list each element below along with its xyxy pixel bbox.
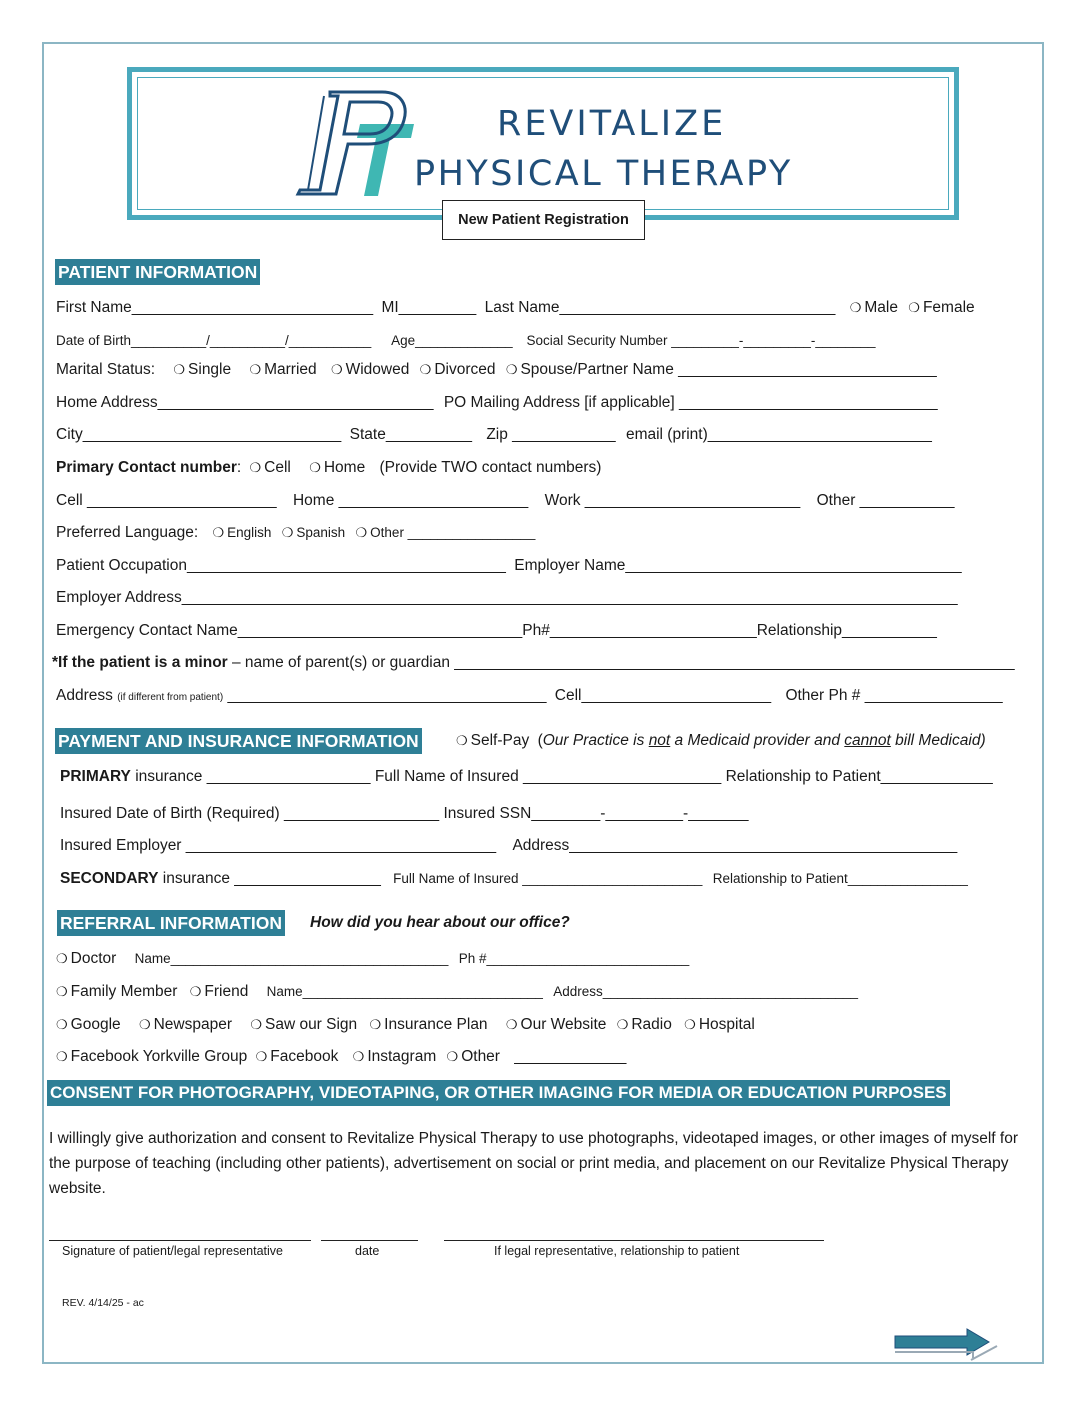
contact-note: (Provide TWO contact numbers)	[379, 459, 602, 476]
home-address-field[interactable]: Home Address________________________________	[56, 394, 434, 411]
section-consent: CONSENT FOR PHOTOGRAPHY, VIDEOTAPING, OR OTHER IMAGING FOR MEDIA OR EDUCATION PURPOSES	[47, 1080, 950, 1106]
marital-label: Marital Status:	[56, 361, 156, 378]
signature-line[interactable]	[49, 1240, 311, 1241]
email-field[interactable]: email (print)__________________________	[625, 426, 932, 443]
primary-insurance-fields[interactable]: insurance ___________________ Full Name of Insured _______________________ Relationship to Patient_____________	[130, 768, 993, 785]
language-row[interactable]	[56, 523, 535, 543]
facebook-group-option[interactable]: ❍ Facebook Yorkville Group	[56, 1048, 248, 1065]
female-option[interactable]: ❍ Female	[908, 299, 975, 316]
primary-contact-row[interactable]: Primary Contact number: ❍ Cell ❍ Home (Provide TWO contact numbers)	[56, 459, 602, 476]
single-option[interactable]: ❍ Single	[173, 361, 232, 378]
signature-label: Signature of patient/legal representative	[62, 1244, 283, 1258]
widowed-option[interactable]: ❍ Widowed	[330, 361, 410, 378]
section-payment-insurance: PAYMENT AND INSURANCE INFORMATION	[55, 728, 422, 754]
radio-button-icon: ❍	[249, 460, 262, 475]
radio-button-icon: ❍	[352, 1049, 365, 1064]
friend-address-field[interactable]: Address__________________________________	[553, 984, 859, 999]
secondary-label: SECONDARY	[60, 870, 159, 887]
radio-button-icon: ❍	[281, 525, 294, 540]
first-name-field[interactable]: First Name____________________________	[56, 299, 374, 316]
date-line[interactable]	[321, 1240, 418, 1241]
radio-button-icon: ❍	[330, 362, 343, 377]
medicaid-note-a: Our Practice is	[542, 732, 649, 749]
radio-button-icon: ❍	[56, 1017, 68, 1032]
self-pay-option[interactable]: ❍ Self-Pay	[456, 732, 530, 749]
zip-field[interactable]: Zip ____________	[486, 426, 616, 443]
insurance-plan-option[interactable]: ❍ Insurance Plan	[369, 1016, 488, 1033]
secondary-relationship-field[interactable]: Relationship to Patient________________	[712, 871, 968, 886]
spouse-option[interactable]: ❍ Spouse/Partner Name ______________________________	[505, 361, 937, 378]
relationship-line[interactable]	[444, 1240, 824, 1241]
work-phone-field[interactable]: Work _________________________	[544, 492, 801, 509]
radio-button-icon: ❍	[255, 1049, 268, 1064]
pt-logo-icon	[290, 86, 420, 201]
guardian-cell-field[interactable]: Cell______________________	[554, 687, 772, 704]
occupation-field[interactable]: Patient Occupation_____________________________________	[56, 557, 506, 574]
other-language-option[interactable]: ❍ Other _________________	[355, 525, 536, 540]
secondary-full-name-field[interactable]: Full Name of Insured ________________________	[393, 871, 703, 886]
hospital-option[interactable]: ❍ Hospital	[684, 1016, 755, 1033]
minor-guardian-row[interactable]	[52, 653, 1015, 673]
referral-sources-row[interactable]	[56, 1015, 755, 1035]
date-label: date	[355, 1244, 380, 1258]
logo-text-revitalize: REVITALIZE	[497, 104, 727, 144]
cell-field[interactable]: Cell ______________________	[56, 492, 277, 509]
radio-button-icon: ❍	[212, 525, 225, 540]
guardian-field[interactable]: – name of parent(s) or guardian _________________________________________________________________	[227, 654, 1015, 671]
section-referral: REFERRAL INFORMATION	[57, 910, 285, 936]
radio-button-icon: ❍	[446, 1049, 459, 1064]
radio-button-icon: ❍	[249, 362, 262, 377]
patient-name-row[interactable]	[56, 298, 975, 318]
mi-field[interactable]: MI_________	[381, 299, 477, 316]
age-field[interactable]: Age_____________	[391, 333, 513, 348]
insured-employer-field[interactable]: Insured Employer ____________________________________	[60, 837, 497, 854]
radio-button-icon: ❍	[355, 525, 368, 540]
next-page-arrow-icon[interactable]	[893, 1326, 1003, 1368]
po-mailing-field[interactable]: PO Mailing Address [if applicable] ______________________________	[443, 394, 938, 411]
if-different-note: (if different from patient)	[117, 692, 224, 703]
family-friend-row[interactable]	[56, 982, 858, 1002]
guardian-address-row[interactable]	[56, 686, 1003, 708]
form-title: New Patient Registration	[442, 200, 645, 240]
medicaid-note-b: a Medicaid provider and	[670, 732, 845, 749]
saw-sign-option[interactable]: ❍ Saw our Sign	[250, 1016, 358, 1033]
guardian-other-phone-field[interactable]: Other Ph # ________________	[785, 687, 1003, 704]
married-option[interactable]: ❍ Married	[249, 361, 317, 378]
radio-button-icon: ❍	[250, 1017, 262, 1032]
city-field[interactable]: City______________________________	[56, 426, 342, 443]
referral-social-row[interactable]	[56, 1047, 626, 1067]
friend-name-field[interactable]: Name________________________________	[266, 984, 543, 999]
facebook-option[interactable]: ❍ Facebook	[255, 1048, 339, 1065]
relationship-label: If legal representative, relationship to patient	[494, 1244, 740, 1258]
address-row[interactable]	[56, 393, 938, 413]
employer-name-field[interactable]: Employer Name_______________________________________	[514, 557, 962, 574]
radio-button-icon: ❍	[505, 362, 518, 377]
medicaid-note-c: bill Medicaid)	[890, 732, 986, 749]
family-member-option[interactable]: ❍ Family Member	[56, 983, 178, 1000]
radio-button-icon: ❍	[173, 362, 186, 377]
radio-button-icon: ❍	[138, 1017, 151, 1032]
primary-insurance-row[interactable]	[60, 767, 993, 787]
other-phone-field[interactable]: Other ___________	[816, 492, 955, 509]
our-website-option[interactable]: ❍ Our Website	[505, 1016, 607, 1033]
radio-button-icon[interactable]: ❍	[908, 300, 920, 315]
spanish-option[interactable]: ❍ Spanish	[281, 525, 346, 540]
radio-option[interactable]: ❍ Radio	[616, 1016, 672, 1033]
employer-address-field[interactable]: Employer Address__________________________________________________________________________________________	[56, 589, 958, 606]
home-phone-field[interactable]: Home ______________________	[292, 492, 529, 509]
primary-contact-label: Primary Contact number	[56, 459, 237, 476]
self-pay-row[interactable]	[456, 731, 986, 751]
guardian-address-field[interactable]: _____________________________________	[227, 687, 547, 704]
primary-label: PRIMARY	[60, 768, 131, 785]
marital-row[interactable]	[56, 360, 937, 380]
friend-option[interactable]: ❍ Friend	[189, 983, 249, 1000]
radio-button-icon: ❍	[56, 984, 68, 999]
section-patient-information: PATIENT INFORMATION	[55, 259, 260, 285]
doctor-row[interactable]	[56, 949, 689, 969]
state-field[interactable]: State__________	[349, 426, 473, 443]
instagram-option[interactable]: ❍ Instagram	[352, 1048, 437, 1065]
guardian-address-label: Address	[56, 687, 113, 704]
english-option[interactable]: ❍ English	[212, 525, 272, 540]
referral-question: How did you hear about our office?	[310, 914, 570, 931]
secondary-insurance-field[interactable]: insurance _________________	[158, 870, 381, 887]
doctor-option[interactable]: ❍ Doctor	[56, 950, 117, 967]
insured-dob-row[interactable]: Insured Date of Birth (Required) __________________ Insured SSN________-_________-_______	[60, 805, 749, 822]
occupation-row[interactable]	[56, 556, 962, 576]
revision-note: REV. 4/14/25 - ac	[62, 1297, 144, 1309]
dob-row[interactable]	[56, 331, 875, 351]
doctor-phone-field[interactable]: Ph #___________________________	[458, 951, 690, 966]
male-option[interactable]: ❍ Male	[849, 299, 898, 316]
emergency-contact-field[interactable]: Emergency Contact Name_________________________________Ph#________________________Relationship___________	[56, 622, 937, 639]
secondary-insurance-row[interactable]	[60, 869, 968, 889]
radio-button-icon: ❍	[419, 362, 432, 377]
medicaid-note-not: not	[648, 732, 671, 749]
ssn-field[interactable]: Social Security Number _________-_________-________	[526, 333, 876, 348]
radio-button-icon: ❍	[56, 1049, 68, 1064]
insured-address-field[interactable]: Address_____________________________________________	[512, 837, 958, 854]
radio-button-icon: ❍	[369, 1017, 382, 1032]
doctor-name-field[interactable]: Name_____________________________________	[134, 951, 449, 966]
other-referral-option[interactable]: ❍ Other	[446, 1048, 500, 1065]
minor-label: *If the patient is a minor	[52, 654, 228, 671]
radio-button-icon: ❍	[56, 951, 68, 966]
insured-employer-row[interactable]	[60, 836, 957, 856]
logo-text-physical-therapy: PHYSICAL THERAPY	[414, 154, 793, 194]
radio-button-icon: ❍	[189, 984, 202, 999]
radio-button-icon: ❍	[684, 1017, 696, 1032]
other-referral-field[interactable]: _____________	[514, 1048, 627, 1065]
phone-row[interactable]	[56, 491, 955, 511]
dob-field[interactable]: Date of Birth__________/__________/___________	[56, 333, 372, 348]
medicaid-note-open: (	[537, 732, 543, 749]
divorced-option[interactable]: ❍ Divorced	[419, 361, 496, 378]
medicaid-note-cannot: cannot	[844, 732, 891, 749]
last-name-field[interactable]: Last Name________________________________	[484, 299, 836, 316]
radio-button-icon: ❍	[616, 1017, 629, 1032]
radio-button-icon[interactable]: ❍	[849, 300, 862, 315]
preferred-language-label: Preferred Language:	[56, 524, 199, 541]
google-option[interactable]: ❍ Google	[56, 1016, 121, 1033]
radio-button-icon: ❍	[309, 460, 321, 475]
radio-button-icon: ❍	[456, 733, 468, 748]
radio-button-icon: ❍	[505, 1017, 518, 1032]
city-row[interactable]	[56, 425, 932, 445]
newspaper-option[interactable]: ❍ Newspaper	[138, 1016, 233, 1033]
contact-home-option[interactable]: ❍ Home	[309, 459, 366, 476]
contact-cell-option[interactable]: ❍ Cell	[249, 459, 291, 476]
consent-text: I willingly give authorization and consent to Revitalize Physical Therapy to use photographs, videotaped images, or other images of myself for the purpose of teaching (including other patients), advertisement on social or print media, and placement on our Revitalize Physical Therapy website.	[49, 1130, 1018, 1197]
